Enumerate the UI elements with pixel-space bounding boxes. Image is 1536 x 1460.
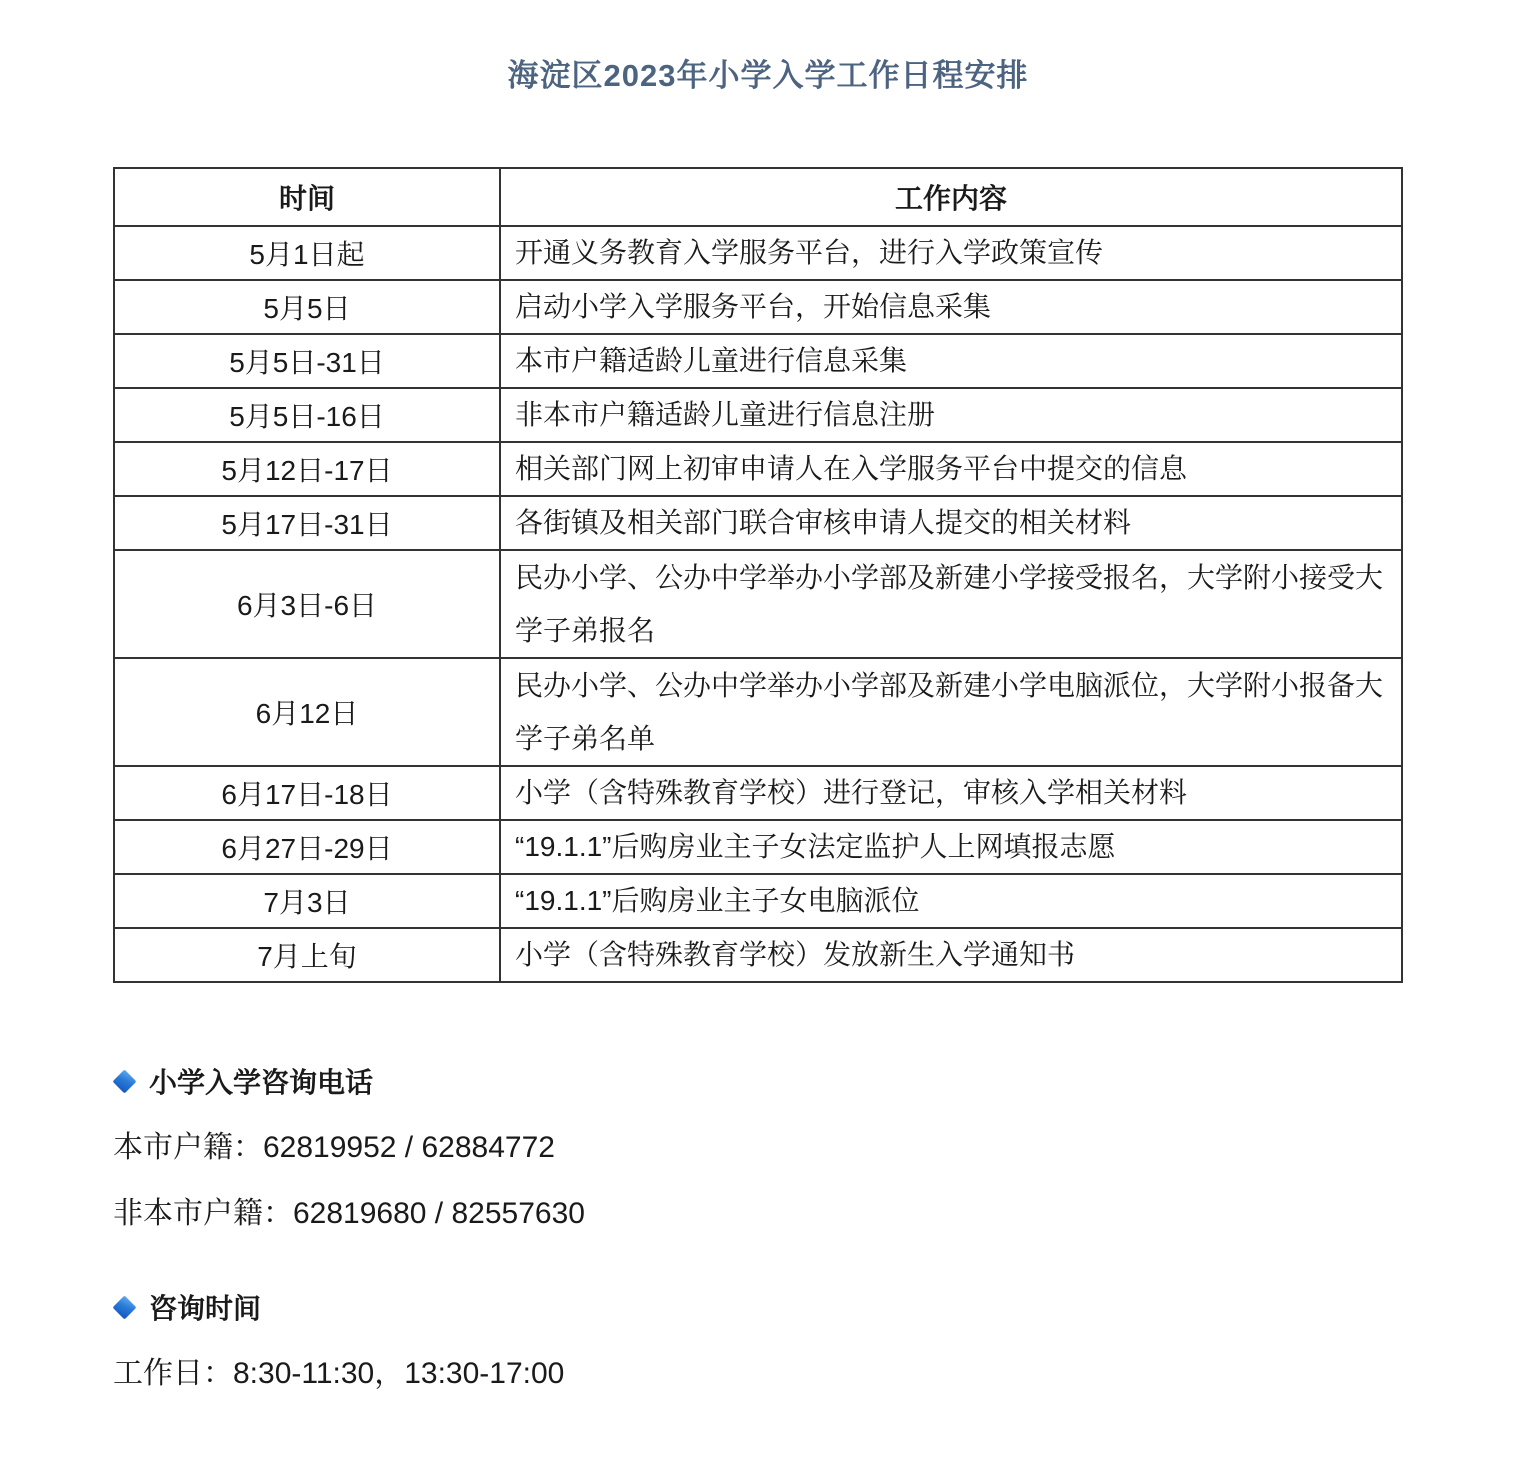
time-cell: 7月上旬 [114,928,500,982]
phone-line-local: 本市户籍：62819952 / 62884772 [113,1131,555,1164]
hours-section [113,1287,1536,1393]
table-row [114,442,1402,496]
table-header-row [114,168,1402,226]
table-row [114,766,1402,820]
content-cell: “19.1.1”后购房业主子女法定监护人上网填报志愿 [500,820,1402,874]
table-row [114,550,1402,658]
time-cell: 5月5日 [114,280,500,334]
phone-section-title: 小学入学咨询电话 [149,1067,374,1098]
time-cell: 6月12日 [114,658,500,766]
blue-diamond-icon [112,1295,136,1319]
content-cell: 民办小学、公办中学举办小学部及新建小学电脑派位，大学附小报备大学子弟名单 [500,658,1402,766]
blue-diamond-icon [112,1069,136,1093]
phone-section [113,1061,1536,1233]
content-cell: 民办小学、公办中学举办小学部及新建小学接受报名，大学附小接受大学子弟报名 [500,550,1402,658]
table-row [114,658,1402,766]
time-cell: 5月5日-16日 [114,388,500,442]
time-cell: 6月17日-18日 [114,766,500,820]
table-row [114,874,1402,928]
content-cell: 开通义务教育入学服务平台，进行入学政策宣传 [500,226,1402,280]
time-cell: 5月17日-31日 [114,496,500,550]
content-cell: 各街镇及相关部门联合审核申请人提交的相关材料 [500,496,1402,550]
time-cell: 6月27日-29日 [114,820,500,874]
column-header-content: 工作内容 [500,168,1402,226]
table-row [114,388,1402,442]
phone-section-heading [113,1061,1536,1101]
time-cell: 5月1日起 [114,226,500,280]
content-cell: “19.1.1”后购房业主子女电脑派位 [500,874,1402,928]
phone-line-nonlocal: 非本市户籍：62819680 / 82557630 [113,1197,585,1230]
time-cell: 7月3日 [114,874,500,928]
time-cell: 6月3日-6日 [114,550,500,658]
hours-line: 工作日：8:30-11:30，13:30-17:00 [113,1357,565,1390]
content-cell: 本市户籍适龄儿童进行信息采集 [500,334,1402,388]
time-cell: 5月12日-17日 [114,442,500,496]
time-cell: 5月5日-31日 [114,334,500,388]
page-title: 海淀区2023年小学入学工作日程安排 [507,58,1029,93]
content-cell: 启动小学入学服务平台，开始信息采集 [500,280,1402,334]
hours-section-title: 咨询时间 [149,1293,262,1324]
table-row [114,226,1402,280]
table-row [114,496,1402,550]
content-cell: 相关部门网上初审申请人在入学服务平台中提交的信息 [500,442,1402,496]
content-cell: 小学（含特殊教育学校）进行登记，审核入学相关材料 [500,766,1402,820]
content-cell: 非本市户籍适龄儿童进行信息注册 [500,388,1402,442]
info-sections [113,1061,1536,1393]
hours-section-heading [113,1287,1536,1327]
table-row [114,280,1402,334]
content-cell: 小学（含特殊教育学校）发放新生入学通知书 [500,928,1402,982]
schedule-table [113,167,1403,983]
table-row [114,334,1402,388]
column-header-time: 时间 [114,168,500,226]
table-row [114,820,1402,874]
table-row [114,928,1402,982]
